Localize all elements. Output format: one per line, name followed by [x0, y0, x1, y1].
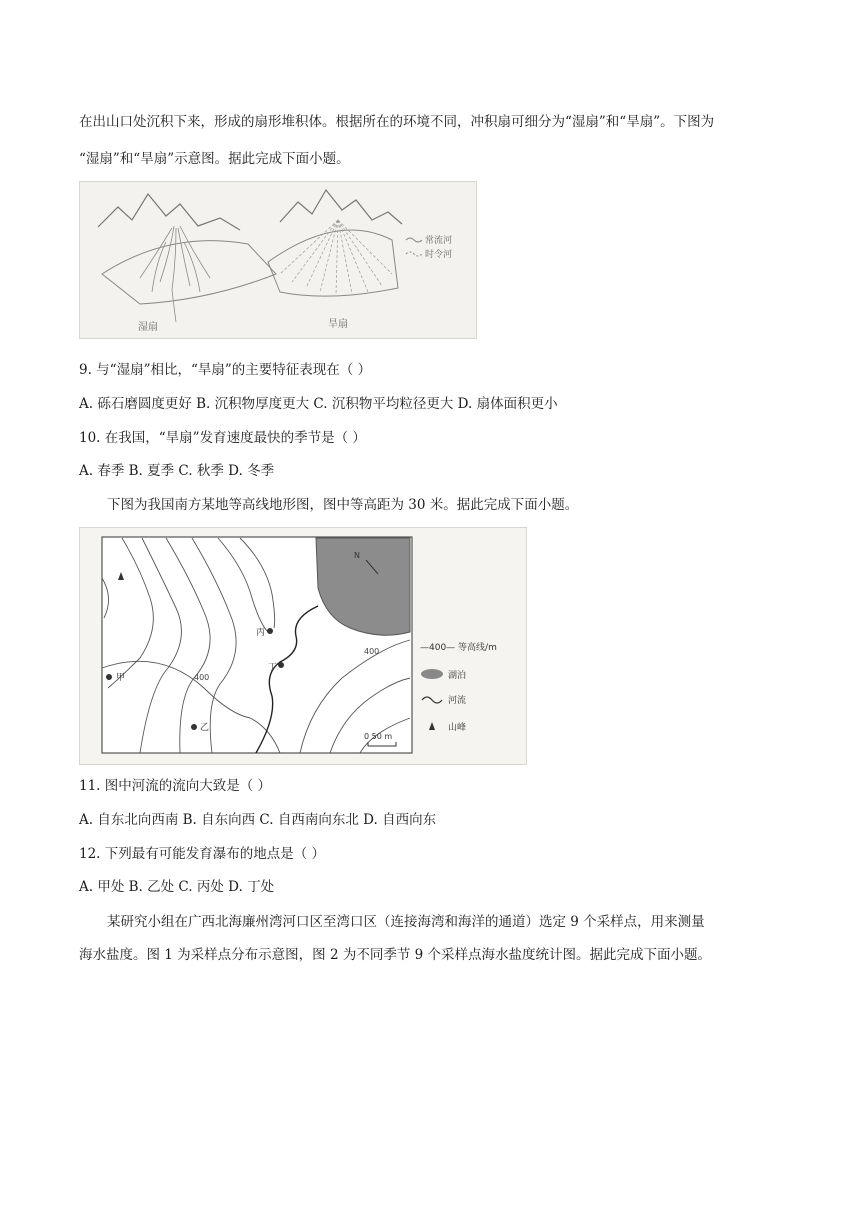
wet-fan-outline	[102, 241, 276, 304]
label-jia: 甲	[116, 673, 126, 683]
contour-value-1: 400	[194, 673, 210, 682]
wet-fan-channels	[140, 226, 210, 322]
intro-line-1: 在出山口处沉积下来，形成的扇形堆积体。根据所在的环境不同，冲积扇可细分为“湿扇”和“旱扇”。下图为	[79, 114, 715, 130]
perennial-river-symbol	[406, 238, 422, 242]
q10-options: A. 春季 B. 夏季 C. 秋季 D. 冬季	[79, 463, 275, 479]
contour-map-figure	[79, 527, 527, 765]
legend-peak-icon	[429, 722, 435, 730]
point-yi	[191, 724, 197, 730]
intro3-line-1: 某研究小组在广西北海廉州湾河口区至湾口区（连接海湾和海洋的通道）选定 9 个采样点，用来测量	[107, 914, 705, 930]
intro2: 下图为我国南方某地等高线地形图，图中等高距为 30 米。据此完成下面小题。	[107, 497, 579, 513]
q12-stem: 12. 下列最有可能发育瀑布的地点是（ ）	[79, 846, 326, 862]
legend-lake-symbol	[421, 669, 443, 679]
label-dry-fan: 旱扇	[328, 319, 348, 330]
legend-perennial: 常流河	[425, 236, 453, 246]
legend-contour: —400— 等高线/m	[420, 643, 497, 653]
label-ding: 丁	[268, 663, 278, 673]
label-wet-fan: 湿扇	[138, 322, 158, 333]
q12-options: A. 甲处 B. 乙处 C. 丙处 D. 丁处	[79, 879, 275, 895]
point-jia	[106, 674, 112, 680]
q11-stem: 11. 图中河流的流向大致是（ ）	[79, 778, 272, 794]
legend-river: 河流	[448, 696, 467, 706]
wet-fan-mountains	[98, 194, 240, 230]
legend-river-symbol	[422, 697, 442, 703]
seasonal-river-symbol	[406, 252, 422, 256]
scale-label: 0 50 m	[364, 732, 393, 741]
q9-stem: 9. 与“湿扇”相比，“旱扇”的主要特征表现在（ ）	[79, 362, 372, 378]
q9-options: A. 砾石磨圆度更好 B. 沉积物厚度更大 C. 沉积物平均粒径更大 D. 扇体面积更小	[79, 396, 558, 412]
point-bing	[267, 628, 273, 634]
contour-value-2: 400	[364, 647, 380, 656]
intro3-line-2: 海水盐度。图 1 为采样点分布示意图，图 2 为不同季节 9 个采样点海水盐度统计图。据此完成下面小题。	[79, 947, 712, 963]
north-label: N	[354, 551, 360, 560]
point-ding	[278, 662, 284, 668]
legend-seasonal: 时令河	[425, 250, 453, 260]
alluvial-fan-figure	[79, 181, 477, 339]
label-bing: 丙	[256, 628, 266, 638]
legend-lake: 湖泊	[448, 671, 467, 681]
dry-fan-mountains	[280, 190, 402, 224]
intro-line-2: “湿扇”和“旱扇”示意图。据此完成下面小题。	[79, 151, 350, 167]
legend-peak: 山峰	[448, 723, 467, 733]
q10-stem: 10. 在我国，“旱扇”发育速度最快的季节是（ ）	[79, 430, 366, 446]
q11-options: A. 自东北向西南 B. 自东向西 C. 自西南向东北 D. 自西向东	[79, 812, 437, 828]
label-yi: 乙	[200, 723, 210, 733]
